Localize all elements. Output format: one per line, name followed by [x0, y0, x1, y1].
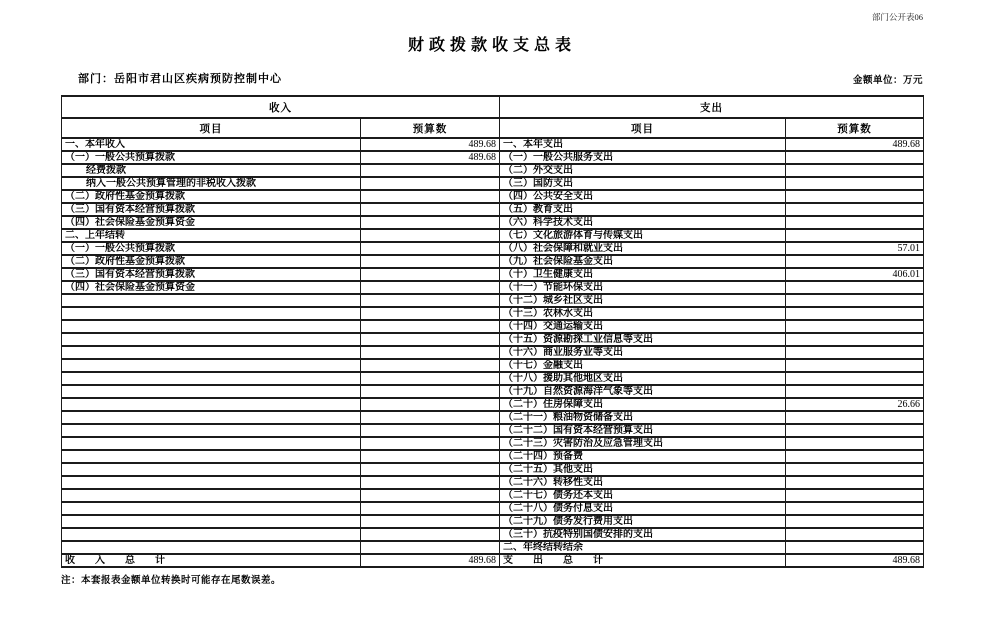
footnote: 注：本套报表金额单位转换时可能存在尾数误差。 — [61, 576, 282, 586]
table-row — [62, 281, 924, 294]
expense-item-cell: （十八）援助其他地区支出 — [500, 372, 786, 385]
expense-item-cell: （十九）自然资源海洋气象等支出 — [500, 385, 786, 398]
expense-value-cell — [786, 489, 924, 502]
table-row — [62, 359, 924, 372]
income-value-cell — [361, 541, 500, 554]
income-item-cell — [62, 411, 361, 424]
income-item-cell: （二）政府性基金预算拨款 — [62, 190, 361, 203]
income-item-cell — [62, 463, 361, 476]
total-row — [62, 554, 924, 567]
income-value-cell: 489.68 — [361, 151, 500, 164]
expense-item-cell: （二）外交支出 — [500, 164, 786, 177]
expense-value-cell: 489.68 — [786, 554, 924, 567]
expense-value-cell — [786, 190, 924, 203]
income-item-cell — [62, 307, 361, 320]
income-value-cell — [361, 450, 500, 463]
income-section-header: 收入 — [62, 96, 500, 118]
income-item-cell — [62, 450, 361, 463]
expense-item-cell: 二、年终结转结余 — [500, 541, 786, 554]
expense-value-cell — [786, 385, 924, 398]
page-title: 财政拨款收支总表 — [407, 37, 576, 54]
income-value-cell — [361, 333, 500, 346]
table-row — [62, 203, 924, 216]
expense-item-cell: （十六）商业服务业等支出 — [500, 346, 786, 359]
income-value-cell: 489.68 — [361, 138, 500, 151]
column-header-row — [62, 118, 924, 138]
expense-item-cell: （二十八）债务付息支出 — [500, 502, 786, 515]
expense-item-cell: （七）文化旅游体育与传媒支出 — [500, 229, 786, 242]
income-value-cell — [361, 190, 500, 203]
expense-value-cell — [786, 476, 924, 489]
income-value-cell — [361, 398, 500, 411]
table-row — [62, 294, 924, 307]
table-row — [62, 502, 924, 515]
income-value-cell — [361, 281, 500, 294]
table-row — [62, 411, 924, 424]
expense-value-cell: 489.68 — [786, 138, 924, 151]
table-row — [62, 515, 924, 528]
expense-value-cell: 26.66 — [786, 398, 924, 411]
income-item-cell — [62, 502, 361, 515]
income-item-cell — [62, 359, 361, 372]
income-item-cell: 纳入一般公共预算管理的非税收入拨款 — [62, 177, 361, 190]
table-row — [62, 541, 924, 554]
expense-value-cell — [786, 502, 924, 515]
table-row — [62, 242, 924, 255]
expense-value-cell — [786, 346, 924, 359]
income-value-cell — [361, 229, 500, 242]
table-row — [62, 177, 924, 190]
income-value-cell — [361, 528, 500, 541]
income-item-cell — [62, 515, 361, 528]
income-item-cell — [62, 437, 361, 450]
income-value-cell — [361, 268, 500, 281]
expense-value-cell — [786, 372, 924, 385]
income-value-cell — [361, 502, 500, 515]
income-budget-header: 预算数 — [361, 118, 500, 138]
income-value-cell — [361, 476, 500, 489]
table-row — [62, 372, 924, 385]
income-item-cell: （四）社会保险基金预算资金 — [62, 216, 361, 229]
income-value-cell — [361, 359, 500, 372]
income-value-cell — [361, 242, 500, 255]
table-row — [62, 268, 924, 281]
income-item-cell — [62, 541, 361, 554]
expense-value-cell — [786, 294, 924, 307]
income-value-cell — [361, 164, 500, 177]
expense-item-cell: （三）国防支出 — [500, 177, 786, 190]
income-value-cell — [361, 372, 500, 385]
doc-code: 部门公开表06 — [871, 12, 923, 22]
expense-value-cell — [786, 359, 924, 372]
income-item-cell — [62, 398, 361, 411]
income-item-cell — [62, 476, 361, 489]
budget-table — [61, 95, 924, 568]
table-row — [62, 320, 924, 333]
income-item-cell: （三）国有资本经营预算拨款 — [62, 268, 361, 281]
income-item-cell — [62, 489, 361, 502]
expense-item-cell: （十）卫生健康支出 — [500, 268, 786, 281]
expense-item-cell: （十四）交通运输支出 — [500, 320, 786, 333]
expense-value-cell — [786, 411, 924, 424]
expense-item-cell: （一）一般公共服务支出 — [500, 151, 786, 164]
income-value-cell — [361, 216, 500, 229]
expense-value-cell — [786, 307, 924, 320]
income-value-cell — [361, 385, 500, 398]
expense-item-cell: （五）教育支出 — [500, 203, 786, 216]
income-item-cell — [62, 294, 361, 307]
table-row — [62, 307, 924, 320]
income-item-cell: 收 入 总 计 — [62, 554, 361, 567]
expense-item-cell: （十七）金融支出 — [500, 359, 786, 372]
expense-value-cell: 406.01 — [786, 268, 924, 281]
expense-value-cell — [786, 515, 924, 528]
expense-value-cell — [786, 450, 924, 463]
income-value-cell — [361, 515, 500, 528]
table-row — [62, 528, 924, 541]
unit-label: 金额单位：万元 — [852, 76, 923, 86]
expense-value-cell — [786, 320, 924, 333]
expense-item-cell: 一、本年支出 — [500, 138, 786, 151]
income-value-cell — [361, 255, 500, 268]
income-item-cell — [62, 333, 361, 346]
table-body — [62, 138, 924, 567]
income-item-cell: （二）政府性基金预算拨款 — [62, 255, 361, 268]
expense-item-cell: （四）公共安全支出 — [500, 190, 786, 203]
table-row — [62, 333, 924, 346]
expense-section-header: 支出 — [500, 96, 924, 118]
expense-item-cell: （二十一）粮油物资储备支出 — [500, 411, 786, 424]
expense-value-cell — [786, 164, 924, 177]
income-value-cell — [361, 346, 500, 359]
income-value-cell — [361, 177, 500, 190]
table-row — [62, 489, 924, 502]
expense-item-cell: （九）社会保险基金支出 — [500, 255, 786, 268]
expense-value-cell — [786, 463, 924, 476]
income-item-cell — [62, 346, 361, 359]
expense-value-cell — [786, 437, 924, 450]
expense-value-cell — [786, 528, 924, 541]
income-item-cell — [62, 385, 361, 398]
income-item-cell: （三）国有资本经营预算拨款 — [62, 203, 361, 216]
table-row — [62, 164, 924, 177]
expense-value-cell — [786, 151, 924, 164]
income-value-cell — [361, 307, 500, 320]
expense-item-cell: （八）社会保障和就业支出 — [500, 242, 786, 255]
expense-item-cell: 支 出 总 计 — [500, 554, 786, 567]
expense-value-cell — [786, 424, 924, 437]
expense-value-cell — [786, 229, 924, 242]
table-row — [62, 229, 924, 242]
expense-budget-header: 预算数 — [786, 118, 924, 138]
expense-item-cell: （十五）资源勘探工业信息等支出 — [500, 333, 786, 346]
expense-item-cell: （二十四）预备费 — [500, 450, 786, 463]
expense-value-cell — [786, 255, 924, 268]
expense-item-cell: （二十六）转移性支出 — [500, 476, 786, 489]
expense-item-cell: （二十九）债务发行费用支出 — [500, 515, 786, 528]
expense-item-cell: （三十）抗疫特别国债安排的支出 — [500, 528, 786, 541]
expense-value-cell — [786, 216, 924, 229]
income-value-cell — [361, 424, 500, 437]
income-value-cell — [361, 411, 500, 424]
income-item-cell — [62, 372, 361, 385]
expense-value-cell — [786, 281, 924, 294]
expense-item-cell: （十二）城乡社区支出 — [500, 294, 786, 307]
expense-value-cell — [786, 203, 924, 216]
income-item-cell — [62, 424, 361, 437]
income-item-cell: （四）社会保险基金预算资金 — [62, 281, 361, 294]
table-row — [62, 346, 924, 359]
income-value-cell — [361, 203, 500, 216]
expense-item-cell: （二十）住房保障支出 — [500, 398, 786, 411]
table-row — [62, 450, 924, 463]
income-value-cell — [361, 463, 500, 476]
expense-item-cell: （二十二）国有资本经营预算支出 — [500, 424, 786, 437]
income-item-cell — [62, 320, 361, 333]
department-label: 部门：岳阳市君山区疾病预防控制中心 — [78, 73, 282, 85]
expense-item-cell: （二十七）债务还本支出 — [500, 489, 786, 502]
expense-value-cell — [786, 177, 924, 190]
expense-item-cell: （六）科学技术支出 — [500, 216, 786, 229]
income-value-cell: 489.68 — [361, 554, 500, 567]
income-value-cell — [361, 489, 500, 502]
expense-item-cell: （二十三）灾害防治及应急管理支出 — [500, 437, 786, 450]
table-row — [62, 255, 924, 268]
table-row — [62, 437, 924, 450]
expense-value-cell — [786, 333, 924, 346]
table-row — [62, 398, 924, 411]
income-item-header: 项目 — [62, 118, 361, 138]
income-item-cell — [62, 528, 361, 541]
table-row — [62, 138, 924, 151]
income-item-cell: （一）一般公共预算拨款 — [62, 151, 361, 164]
income-item-cell: （一）一般公共预算拨款 — [62, 242, 361, 255]
expense-item-cell: （十一）节能环保支出 — [500, 281, 786, 294]
expense-value-cell: 57.01 — [786, 242, 924, 255]
income-item-cell: 经费拨款 — [62, 164, 361, 177]
expense-item-cell: （二十五）其他支出 — [500, 463, 786, 476]
table-row — [62, 216, 924, 229]
expense-item-header: 项目 — [500, 118, 786, 138]
expense-item-cell: （十三）农林水支出 — [500, 307, 786, 320]
table-row — [62, 476, 924, 489]
income-item-cell: 二、上年结转 — [62, 229, 361, 242]
table-row — [62, 151, 924, 164]
expense-value-cell — [786, 541, 924, 554]
table-row — [62, 463, 924, 476]
income-value-cell — [361, 294, 500, 307]
section-header-row — [62, 96, 924, 118]
table-row — [62, 424, 924, 437]
income-item-cell: 一、本年收入 — [62, 138, 361, 151]
income-value-cell — [361, 320, 500, 333]
table-row — [62, 190, 924, 203]
income-value-cell — [361, 437, 500, 450]
table-row — [62, 385, 924, 398]
meta-row — [61, 73, 923, 86]
